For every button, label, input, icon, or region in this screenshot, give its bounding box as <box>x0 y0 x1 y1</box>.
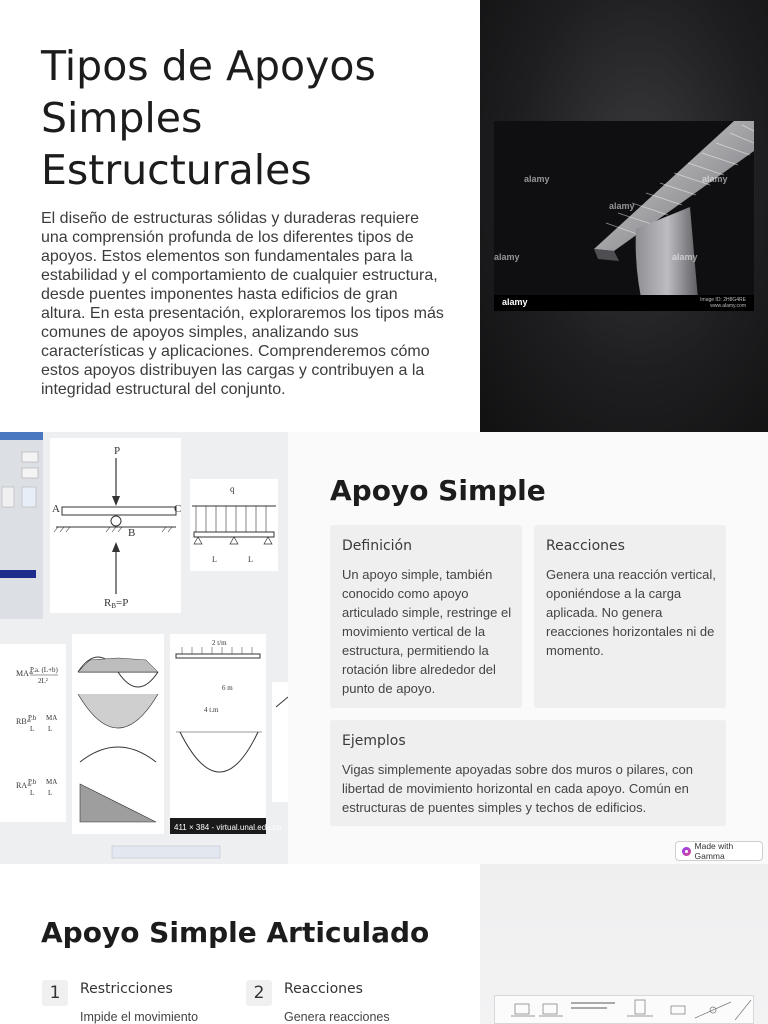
svg-text:L: L <box>48 725 53 733</box>
formula-rb: RB= <box>16 717 32 726</box>
section-title: Apoyo Simple <box>330 474 546 507</box>
span-label: L <box>212 555 217 564</box>
card-text: Vigas simplemente apoyadas sobre dos muros o pilares, con libertad de movimiento horizontal en cada apoyo. Común en estructuras de puentes simples y techos de edificios. <box>342 762 693 815</box>
watermark: alamy <box>494 252 520 262</box>
item-heading: Reacciones <box>284 981 363 997</box>
span-label: L <box>248 555 253 564</box>
support-diagrams <box>0 432 288 864</box>
watermark: alamy <box>702 174 728 184</box>
card-ejemplos <box>330 720 726 826</box>
page-title: Tipos de Apoyos Simples Estructurales <box>41 42 376 194</box>
item-text: Genera reacciones <box>284 1010 390 1024</box>
section-title: Apoyo Simple Articulado <box>41 916 430 949</box>
card-heading: Definición <box>342 538 412 554</box>
item-heading: Restricciones <box>80 981 173 997</box>
svg-text:P.b: P.b <box>28 778 37 786</box>
node-label-b: B <box>128 527 136 539</box>
card-heading: Ejemplos <box>342 733 406 749</box>
svg-text:MA: MA <box>46 714 58 722</box>
item-text: Impide el movimiento <box>80 1010 199 1024</box>
support-diagrams-image[interactable] <box>0 432 288 864</box>
support-sketches <box>495 996 754 1024</box>
card-text: Un apoyo simple, también conocido como apoyo articulado simple, restringe el movimiento vertical de la estructura, permitiendo la rotación libre alrededor del punto de apoyo. <box>342 567 512 696</box>
card-definicion <box>330 525 522 708</box>
svg-text:MA: MA <box>46 778 58 786</box>
step-number: 2 <box>246 980 272 1006</box>
articulated-support-diagram[interactable] <box>494 995 754 1024</box>
svg-text:P.a. (L+b): P.a. (L+b) <box>30 666 58 674</box>
photo-id: Image ID: 2H8G4RE www.alamy.com <box>700 297 746 309</box>
bridge-photo[interactable] <box>494 121 754 311</box>
load-label-p: P <box>114 445 121 457</box>
svg-text:6 m: 6 m <box>222 684 233 692</box>
articulated-support-image-panel <box>480 864 768 1024</box>
badge-label: Made with Gamma <box>694 841 734 861</box>
svg-text:L: L <box>30 725 35 733</box>
watermark: alamy <box>609 201 635 211</box>
slide-apoyo-simple <box>0 432 768 864</box>
svg-text:L: L <box>30 789 35 797</box>
svg-text:2L²: 2L² <box>38 677 48 685</box>
watermark: alamy <box>672 252 698 262</box>
gamma-logo-icon <box>682 847 691 856</box>
span-label: 2 t/m <box>212 639 227 647</box>
node-label-a: A <box>52 503 60 515</box>
dist-load-q: q <box>230 484 235 494</box>
intro-paragraph: El diseño de estructuras sólidas y duraderas requiere una comprensión profunda de los diferentes tipos de apoyos. Estos elementos son fundamentales para la estabilidad y el comportamiento de cualquier estructura, desde puentes imponentes hasta edificios de gran altura. En esta presentación, exploraremos los tipos más comunes de apoyos simples, analizando sus características y aplicaciones. Comprenderemos cómo estos apoyos distribuyen las cargas y contribuyen a la integridad estructural del conjunto. <box>41 210 444 398</box>
alamy-logo: alamy <box>502 297 528 307</box>
watermark: alamy <box>524 174 550 184</box>
svg-text:4 t.m: 4 t.m <box>204 706 219 714</box>
made-with-gamma-badge[interactable] <box>675 841 763 861</box>
photo-footer <box>494 295 754 311</box>
card-text: Genera una reacción vertical, oponiéndose a la carga aplicada. No genera reacciones horizontales ni de momento. <box>546 567 716 658</box>
svg-text:P.b: P.b <box>28 714 37 722</box>
formula-ra: RA= <box>16 781 32 790</box>
svg-text:L: L <box>48 789 53 797</box>
formula-ma: MA= <box>16 669 34 678</box>
image-caption: 411 × 384 - virtual.unal.edu.co <box>174 823 282 832</box>
bridge-photo-panel <box>480 0 768 432</box>
step-number: 1 <box>42 980 68 1006</box>
bridge-illustration <box>494 121 754 311</box>
card-reacciones <box>534 525 726 708</box>
slide-intro <box>0 0 768 432</box>
reaction-label: RB=P <box>104 597 129 610</box>
card-heading: Reacciones <box>546 538 625 554</box>
node-label-c: C <box>174 503 182 515</box>
slide-apoyo-articulado <box>0 864 768 1024</box>
